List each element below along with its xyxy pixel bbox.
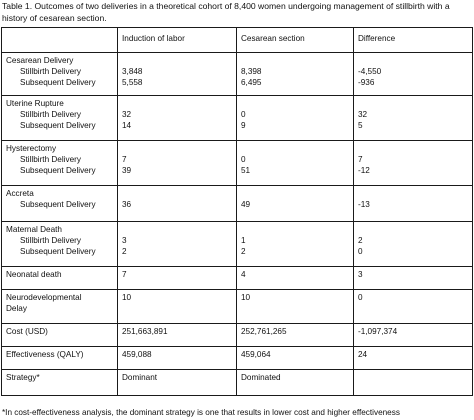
value: -936 xyxy=(358,78,375,87)
group-label-cell xyxy=(2,53,118,96)
row-label: Neonatal death xyxy=(2,267,118,290)
induction-value: Dominant xyxy=(118,370,237,396)
cesarean-value: 252,761,265 xyxy=(237,324,354,347)
row-label: Subsequent Delivery xyxy=(20,78,96,87)
group-label-cell xyxy=(2,186,118,222)
value: 5,558 xyxy=(122,78,143,87)
row-label: Stillbirth Delivery xyxy=(20,236,81,245)
difference-cell xyxy=(354,141,473,186)
group-title: Hysterectomy xyxy=(6,144,57,153)
group-title: Cesarean Delivery xyxy=(6,56,74,65)
row-label: Subsequent Delivery xyxy=(20,121,96,130)
difference-value xyxy=(354,370,473,396)
group-row-maternal-death xyxy=(2,222,473,267)
induction-cell xyxy=(118,186,237,222)
induction-cell xyxy=(118,222,237,267)
value: 39 xyxy=(122,166,132,175)
cesarean-cell xyxy=(237,96,354,141)
row-label: Delay xyxy=(6,304,27,313)
difference-value: 0 xyxy=(354,290,473,324)
row-label: Stillbirth Delivery xyxy=(20,67,81,76)
group-title: Maternal Death xyxy=(6,225,62,234)
difference-value: -1,097,374 xyxy=(354,324,473,347)
difference-cell xyxy=(354,96,473,141)
value: 51 xyxy=(241,166,251,175)
row-label: Effectiveness (QALY) xyxy=(2,347,118,370)
value: 3 xyxy=(122,236,127,245)
row-label: Subsequent Delivery xyxy=(20,200,96,209)
difference-value: 3 xyxy=(354,267,473,290)
value: 3,848 xyxy=(122,67,143,76)
value: 14 xyxy=(122,121,132,130)
row-label: Stillbirth Delivery xyxy=(20,110,81,119)
induction-cell xyxy=(118,53,237,96)
outcomes-table xyxy=(1,27,473,396)
cesarean-cell xyxy=(237,53,354,96)
group-label-cell xyxy=(2,141,118,186)
value: 0 xyxy=(358,247,363,256)
value: 8,398 xyxy=(241,67,262,76)
value: -4,550 xyxy=(358,67,382,76)
value: 2 xyxy=(358,236,363,245)
row-label: Stillbirth Delivery xyxy=(20,155,81,164)
induction-cell xyxy=(118,96,237,141)
group-row-accreta xyxy=(2,186,473,222)
group-label-cell xyxy=(2,96,118,141)
value: 49 xyxy=(241,200,251,209)
group-title: Accreta xyxy=(6,189,34,198)
row-effectiveness xyxy=(2,347,473,370)
difference-value: 24 xyxy=(354,347,473,370)
row-label: Cost (USD) xyxy=(2,324,118,347)
difference-cell xyxy=(354,222,473,267)
header-cell-induction: Induction of labor xyxy=(118,28,237,53)
row-label-cell xyxy=(2,290,118,324)
induction-value: 10 xyxy=(118,290,237,324)
header-cell-difference: Difference xyxy=(354,28,473,53)
table-header-row xyxy=(2,28,473,53)
difference-cell xyxy=(354,53,473,96)
value: 7 xyxy=(122,155,127,164)
induction-value: 459,088 xyxy=(118,347,237,370)
value: 5 xyxy=(358,121,363,130)
value: -12 xyxy=(358,166,370,175)
induction-value: 251,663,891 xyxy=(118,324,237,347)
cesarean-cell xyxy=(237,186,354,222)
group-row-cesarean-delivery xyxy=(2,53,473,96)
value: 32 xyxy=(358,110,368,119)
cesarean-value: 4 xyxy=(237,267,354,290)
value: 32 xyxy=(122,110,132,119)
value: 0 xyxy=(241,155,246,164)
value: 2 xyxy=(241,247,246,256)
value: 9 xyxy=(241,121,246,130)
value: -13 xyxy=(358,200,370,209)
group-label-cell xyxy=(2,222,118,267)
value: 1 xyxy=(241,236,246,245)
row-label: Strategy* xyxy=(2,370,118,396)
row-label: Subsequent Delivery xyxy=(20,166,96,175)
value: 7 xyxy=(358,155,363,164)
group-row-uterine-rupture xyxy=(2,96,473,141)
row-neurodevelopmental-delay xyxy=(2,290,473,324)
row-cost xyxy=(2,324,473,347)
header-cell-label xyxy=(2,28,118,53)
table-footnote: *In cost-effectiveness analysis, the dominant strategy is one that results in lower cost and higher effectiveness xyxy=(2,408,400,417)
cesarean-value: Dominated xyxy=(237,370,354,396)
row-neonatal-death xyxy=(2,267,473,290)
cesarean-cell xyxy=(237,141,354,186)
table-caption: Table 1. Outcomes of two deliveries in a theoretical cohort of 8,400 women undergoing management of stillbirth with a history of cesarean section. xyxy=(2,1,450,23)
difference-cell xyxy=(354,186,473,222)
group-row-hysterectomy xyxy=(2,141,473,186)
group-title: Uterine Rupture xyxy=(6,99,64,108)
value: 6,495 xyxy=(241,78,262,87)
value: 36 xyxy=(122,200,132,209)
row-label: Neurodevelopmental xyxy=(6,293,82,302)
value: 2 xyxy=(122,247,127,256)
row-strategy xyxy=(2,370,473,396)
cesarean-cell xyxy=(237,222,354,267)
induction-cell xyxy=(118,141,237,186)
induction-value: 7 xyxy=(118,267,237,290)
value: 0 xyxy=(241,110,246,119)
header-cell-cesarean: Cesarean section xyxy=(237,28,354,53)
cesarean-value: 459,064 xyxy=(237,347,354,370)
row-label: Subsequent Delivery xyxy=(20,247,96,256)
cesarean-value: 10 xyxy=(237,290,354,324)
